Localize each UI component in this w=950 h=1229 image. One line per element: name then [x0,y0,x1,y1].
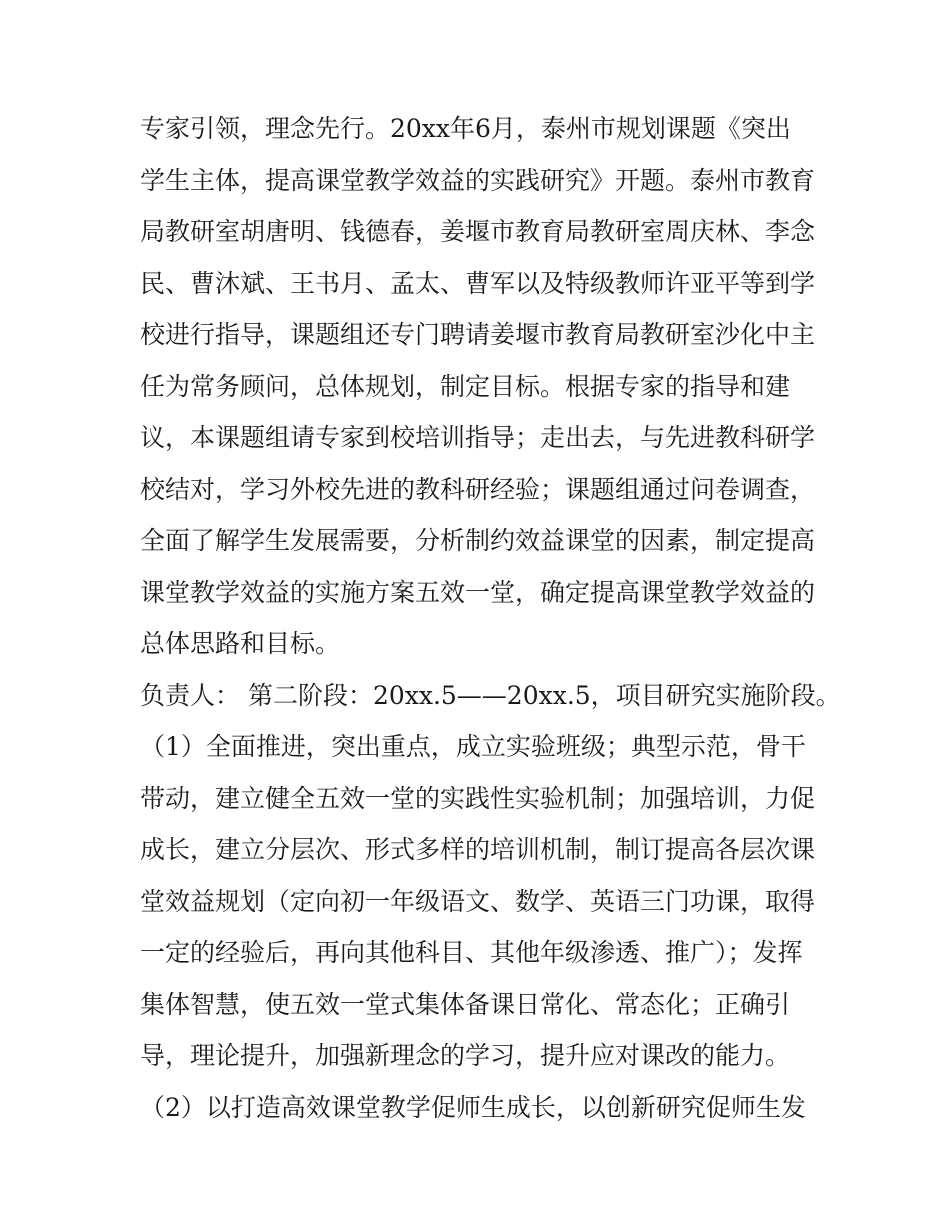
text-line: 专家引领，理念先行。20xx年6月，泰州市规划课题《突出 [140,114,791,143]
text-line: 带动，建立健全五效一堂的实践性实验机制；加强培训，力促 [140,784,816,813]
text-line: 学生主体，提高课堂教学效益的实践研究》开题。泰州市教育 [140,166,816,195]
text-line: 民、曹沐斌、王书月、孟太、曹军以及特级教师许亚平等到学 [140,269,816,298]
text-line: 集体智慧，使五效一堂式集体备课日常化、常态化；正确引 [140,990,791,1019]
text-line: 堂效益规划（定向初一年级语文、数学、英语三门功课，取得 [140,887,816,916]
text-line: 负责人： 第二阶段：20xx.5——20xx.5，项目研究实施阶段。 [140,681,841,710]
text-line: 校结对，学习外校先进的教科研经验；课题组通过问卷调查， [140,475,816,504]
text-line: 导，理论提升，加强新理念的学习，提升应对课改的能力。 [140,1041,791,1070]
text-line: 课堂教学效益的实施方案五效一堂，确定提高课堂教学效益的 [140,578,816,607]
text-line: 成长，建立分层次、形式多样的培训机制，制订提高各层次课 [140,835,816,864]
text-line: （1）全面推进，突出重点，成立实验班级；典型示范，骨干 [140,732,806,761]
text-line: 校进行指导，课题组还专门聘请姜堰市教育局教研室沙化中主 [140,320,816,349]
text-line: 一定的经验后，再向其他科目、其他年级渗透、推广）；发挥 [140,938,803,967]
text-line: 局教研室胡唐明、钱德春，姜堰市教育局教研室周庆林、李念 [140,217,816,246]
text-line: 总体思路和目标。 [140,629,341,658]
text-line: 任为常务顾问，总体规划，制定目标。根据专家的指导和建 [140,372,791,401]
text-line: （2）以打造高效课堂教学促师生成长，以创新研究促师生发 [140,1093,806,1122]
text-line: 全面了解学生发展需要，分析制约效益课堂的因素，制定提高 [140,526,816,555]
text-line: 议，本课题组请专家到校培训指导；走出去，与先进教科研学 [140,423,816,452]
